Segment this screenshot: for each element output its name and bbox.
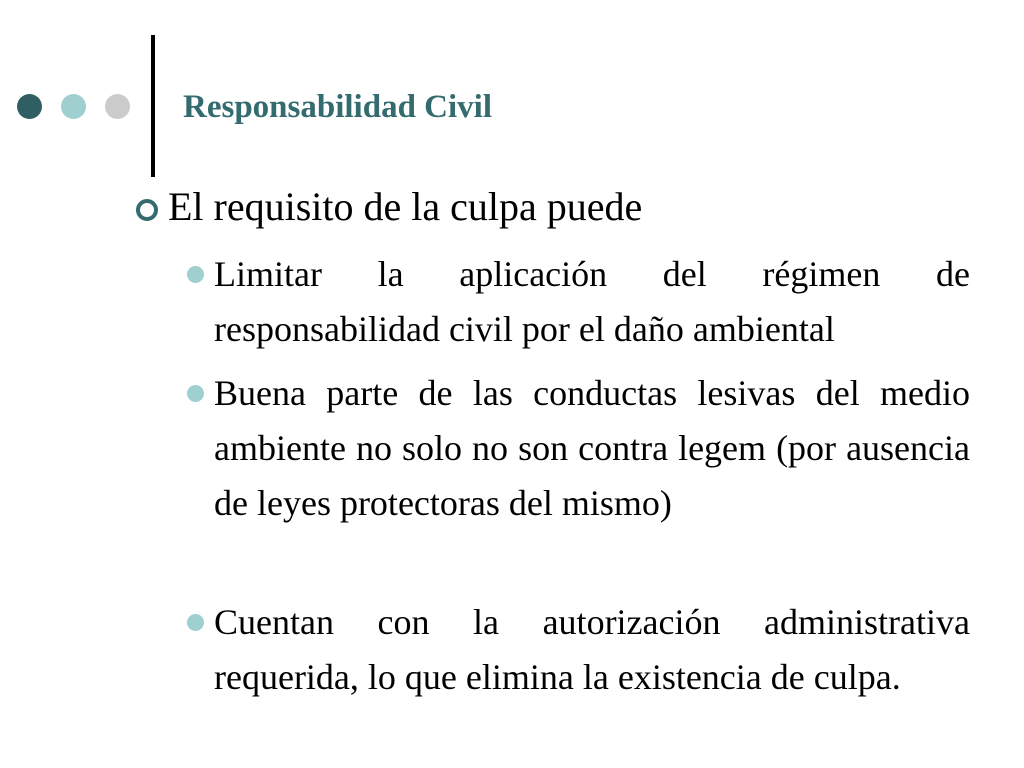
title-divider — [151, 35, 155, 177]
ring-bullet-icon — [136, 199, 158, 221]
bullet-level1: El requisito de la culpa puede — [168, 184, 643, 229]
dot-bullet-icon — [187, 614, 204, 631]
dot-bullet-icon — [187, 266, 204, 283]
dot-light-icon — [61, 94, 86, 119]
bullet-item: Limitar la aplicación del régimen de responsabilidad civil por el daño ambiental — [214, 254, 970, 349]
dot-gray-icon — [105, 94, 130, 119]
dot-bullet-icon — [187, 385, 204, 402]
slide-title: Responsabilidad Civil — [183, 89, 493, 125]
bullet-item: Cuentan con la autorización administrativa requerida, lo que elimina la existencia de culpa. — [214, 602, 970, 697]
bullet-item: Buena parte de las conductas lesivas del medio ambiente no solo no son contra legem (por ausencia de leyes protectoras del mismo) — [214, 373, 970, 523]
dot-dark-icon — [17, 94, 42, 119]
